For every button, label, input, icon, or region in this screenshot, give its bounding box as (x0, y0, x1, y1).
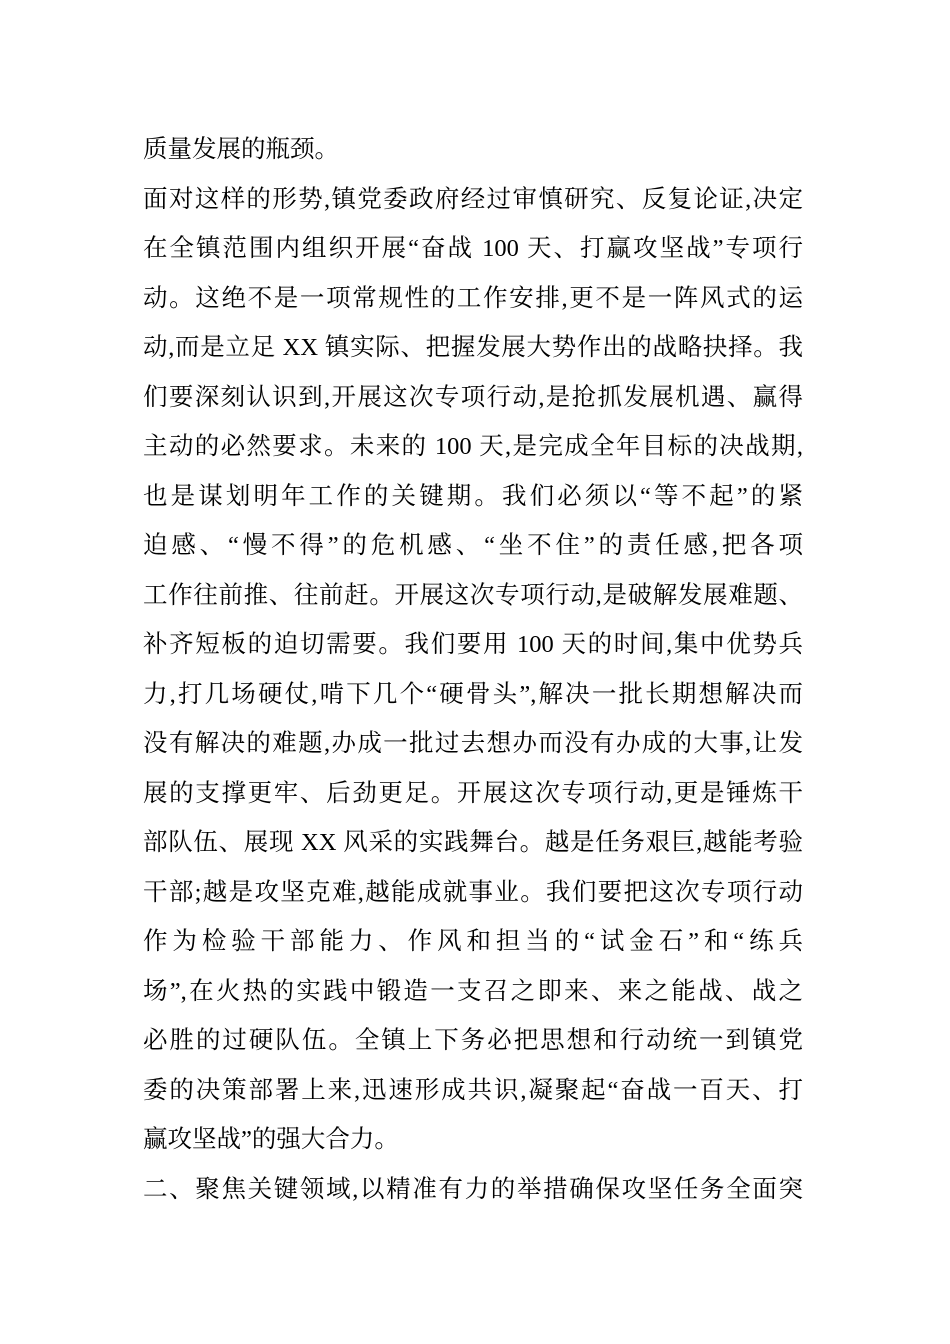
body-line: 工作往前推、往前赶。开展这次专项行动,是破解发展难题、 (143, 581, 803, 609)
document-text-block (143, 125, 803, 1214)
body-line: 干部;越是攻坚克难,越能成就事业。我们要把这次专项行动 (143, 878, 803, 906)
body-line: 委的决策部署上来,迅速形成共识,凝聚起“奋战一百天、打 (143, 1076, 803, 1104)
body-line: 动,而是立足 XX 镇实际、把握发展大势作出的战略抉择。我 (143, 334, 803, 361)
body-line: 迫感、“慢不得”的危机感、“坐不住”的责任感,把各项 (143, 532, 803, 559)
body-line: 场”,在火热的实践中锻造一支召之即来、来之能战、战之 (143, 977, 803, 1005)
body-line: 补齐短板的迫切需要。我们要用 100 天的时间,集中优势兵 (143, 631, 803, 658)
body-line-paragraph-end: 质量发展的瓶颈。 (143, 136, 339, 163)
body-line: 没有解决的难题,办成一批过去想办而没有办成的大事,让发 (143, 730, 803, 757)
body-line: 必胜的过硬队伍。全镇上下务必把思想和行动统一到镇党 (143, 1027, 803, 1054)
body-line: 力,打几场硬仗,啃下几个“硬骨头”,解决一批长期想解决而 (143, 680, 803, 708)
body-line: 也是谋划明年工作的关键期。我们必须以“等不起”的紧 (143, 482, 803, 510)
body-line: 部队伍、展现 XX 风采的实践舞台。越是任务艰巨,越能考验 (143, 829, 803, 856)
section-heading-line: 二、聚焦关键领域,以精准有力的举措确保攻坚任务全面突 (143, 1175, 803, 1203)
body-line: 面对这样的形势,镇党委政府经过审慎研究、反复论证,决定 (143, 185, 803, 213)
body-line: 们要深刻认识到,开展这次专项行动,是抢抓发展机遇、赢得 (143, 383, 803, 411)
body-line: 展的支撑更牢、后劲更足。开展这次专项行动,更是锤炼干 (143, 779, 803, 807)
body-line-paragraph-end: 赢攻坚战”的强大合力。 (143, 1126, 399, 1153)
body-line: 作为检验干部能力、作风和担当的“试金石”和“练兵 (143, 928, 803, 955)
body-line: 主动的必然要求。未来的 100 天,是完成全年目标的决战期, (143, 433, 803, 460)
body-line: 在全镇范围内组织开展“奋战 100 天、打赢攻坚战”专项行 (143, 235, 803, 262)
body-line: 动。这绝不是一项常规性的工作安排,更不是一阵风式的运 (143, 284, 803, 312)
